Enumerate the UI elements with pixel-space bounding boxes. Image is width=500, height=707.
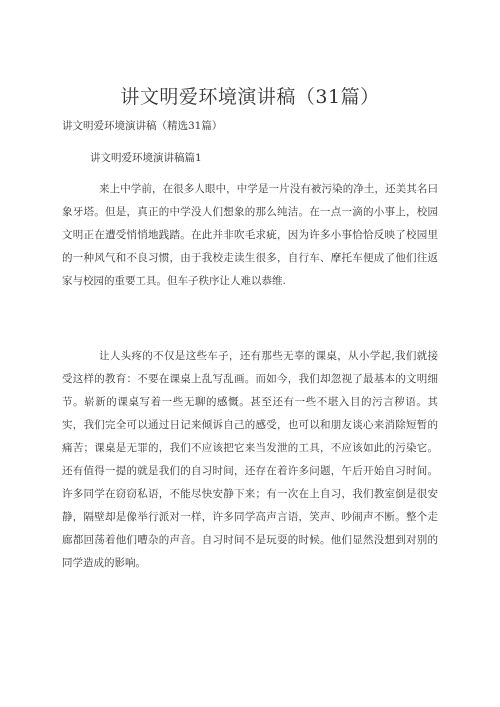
document-subtitle: 讲文明爱环境演讲稿（精选31篇） bbox=[62, 120, 223, 132]
body-paragraph-2: 让人头疼的不仅是这些车子，还有那些无辜的课桌，从小学起,我们就接受这样的教育：不要在课桌上乱写乱画。而如今，我们却忽视了最基本的文明细节。崭新的课桌写着一些无聊的感慨。甚至还有一些不堪入目的污言秽语。其实，我们完全可以通过日记来倾诉自己的感受，也可以和朋友谈心来消除短暂的痛苦；课桌是无罪的，我们不应该把它来当发泄的工具，不应该如此的污染它。还有值得一提的就是我们的自习时间，还存在着许多问题，午后开始自习时间。许多同学在窃窃私语，不能尽快安静下来；有一次在上自习，我们教室倒是很安静，隔壁却是像举行派对一样，许多同学高声言语，笑声、吵闹声不断。整个走廊都回荡着他们嘈杂的声音。自习时间不是玩耍的时候。他们显然没想到对别的同学造成的影响。 bbox=[62, 350, 438, 569]
body-paragraph-1: 来上中学前，在很多人眼中，中学是一片没有被污染的净土，还美其名曰象牙塔。但是，真正的中学没人们想象的那么纯洁。在一点一滴的小事上，校园文明正在遭受悄悄地践踏。在此并非吹毛求疵，因为许多小事恰恰反映了校园里的一种风气和不良习惯，由于我校走读生很多，自行车、摩托车便成了他们往返家与校园的重要工具。但车子秩序让人难以恭维. bbox=[62, 183, 438, 287]
section-heading: 讲文明爱环境演讲稿篇1 bbox=[90, 152, 202, 164]
document-title: 讲文明爱环境演讲稿（31篇） bbox=[120, 86, 380, 108]
